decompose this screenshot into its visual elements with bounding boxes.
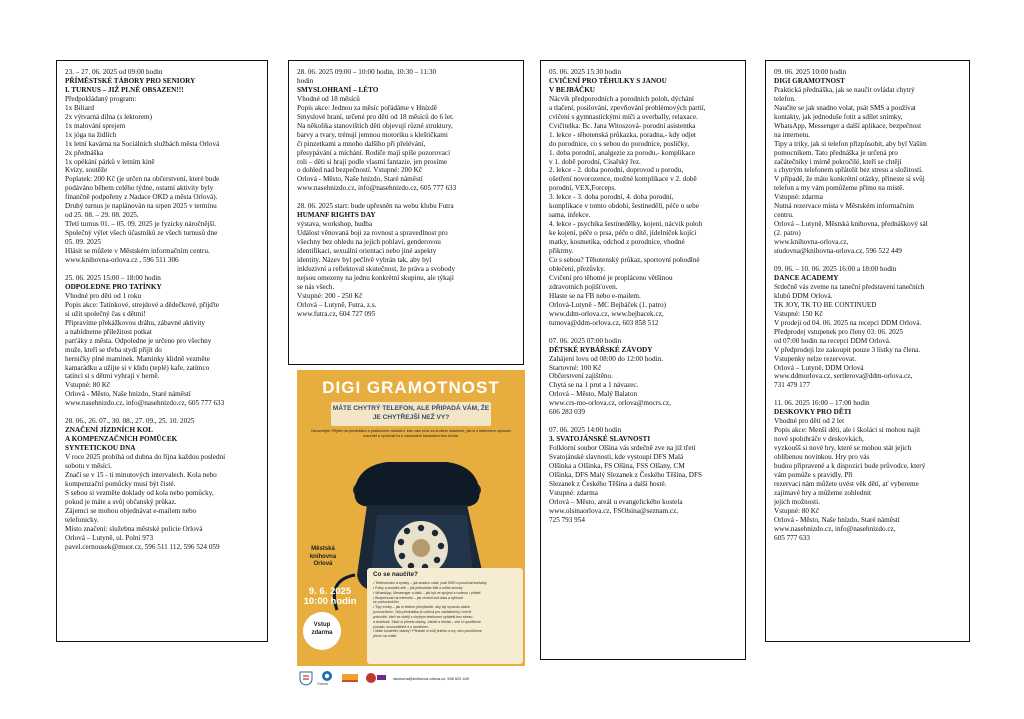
event-text-line: si užít společný čas s dětmi!	[65, 309, 146, 318]
event-text-line: pokud je máte a svůj občanský průkaz.	[65, 497, 177, 506]
event-text-line: TK JOY, TK TO BE CONTINUED	[774, 300, 877, 309]
event-text-line: do porodnice, co s sebou do porodnice, poslíčky,	[549, 139, 690, 148]
event-text-line: Slezanek z Českého Těšína a další hosté.	[549, 479, 667, 488]
event-text-line: Orlová – Lutyně, DDM Orlová	[774, 363, 864, 372]
event-text-line: (2. patro)	[774, 229, 801, 238]
event-text-line: identity. Název byl pečlivě vybrán tak, aby byl	[297, 256, 432, 265]
poster-list-item: • Fotky a sociální sítě – jak jednoduše fotit a sdílet snímky	[373, 585, 463, 590]
event-title-line: DESKOVKY PRO DĚTI	[774, 408, 852, 417]
event-text-line: 1x malování sprejem	[65, 121, 126, 130]
event-text-line: v 1. době porodní, Císařský řez.	[549, 157, 641, 166]
event-text-line: Startovné: 100 Kč	[549, 363, 602, 372]
event-title-line: SYNTETICKOU DNA	[65, 444, 136, 453]
poster-time: 10:00 hodin	[303, 596, 357, 607]
event-title-line: DĚTSKÉ RYBÁŘSKÉ ZÁVODY	[549, 345, 653, 354]
event-text-line: 05. 06. 2025 15:30 hodin	[549, 68, 622, 76]
event-text-line: Orlová-Lutyně - MC Bejbáček (1. patro)	[549, 300, 666, 309]
event-block	[774, 399, 961, 542]
event-text-line: Společný výlet všech účastníků ze všech turnusů dne	[65, 229, 218, 238]
event-text-line: klubů DDM Orlová.	[774, 291, 833, 300]
poster-subtitle: MÁTE CHYTRÝ TELEFON, ALE PŘIPADÁ VÁM, ŽE JE CHYTŘEJŠÍ NEŽ VY?	[332, 405, 490, 421]
event-text-line: a nabídneme příležitost potkat	[65, 327, 152, 336]
event-text-line: www.nasehnizdo.cz, info@nasehnizdo.cz, 605 777 633	[297, 184, 457, 193]
event-text-line: V předprodeji lze zakoupit pouze 3 lístky na člena.	[774, 345, 921, 354]
event-text-line: Zahájení lovu od 08:00 do 12:00 hodin.	[549, 354, 663, 363]
event-text-line: rezervaci nám můžete uvést věk dětí, ať vybereme	[774, 479, 919, 488]
event-text-line: 1x Biliard	[65, 103, 94, 112]
event-text-line: Orlová - Město, Naše hnízdo, Staré náměstí	[65, 390, 191, 399]
poster-list-item: pokročilé, kteří se chtějí s chytrým telefonem spřátelit bez stresu	[373, 614, 473, 619]
event-block	[65, 417, 259, 551]
event-text-line: www.crs-mo-orlova.cz, orlova@mocrs.cz,	[549, 399, 671, 408]
event-text-line: podáváno během celého týdne, ostatní aktivity byly	[65, 184, 214, 193]
event-text-line: a tlačení, posilování, zpevňování problémových partií,	[549, 103, 706, 112]
poster-intro: Nezoufejte! Přijďte na přednášku o praktickém ovládání, kde vám krok za krokem ukážeme, jak si s telefonem opravdu rozumět a využívat ho k usnadnění každodenního života.	[311, 429, 511, 438]
event-text-line: hodin	[297, 76, 314, 85]
event-text-line: sama, infekce.	[549, 211, 591, 220]
event-text-line: vám pomůže s pravidly. Při	[774, 470, 853, 479]
event-text-line: matky, kosmetika, odchod z porodnice, vhodné	[549, 238, 685, 247]
event-text-line: www.ddmorlova.cz, sertlerova@ddm-orlova.cz,	[774, 372, 913, 381]
column-4	[765, 60, 970, 642]
event-block	[65, 68, 259, 265]
city-logo-icon	[299, 670, 313, 686]
event-text-line: telefon.	[774, 94, 796, 103]
event-text-line: 1. lekce - těhotenská průkazka, poradna,- kdy odjet	[549, 130, 696, 139]
event-text-line: 28. 06. 2025 09:00 – 10:00 hodin, 10:30 – 11:30	[297, 68, 437, 76]
event-text-line: Co s sebou? Těhotenský průkaz, sportovní pohodlné	[549, 256, 700, 265]
event-text-line: začátečníky i mírně pokročilé, kteří se chtějí	[774, 157, 902, 166]
event-text-line: www.nasehnizdo.cz, info@nasehnizdo.cz,	[774, 524, 896, 533]
event-block	[774, 68, 961, 256]
event-text-line: Popis akce: Jednou za měsíc pořádáme v Hnízdě	[297, 103, 437, 112]
event-text-line: oblíbenou novinkou. Hry pro vás	[774, 453, 870, 462]
event-text-line: 1. doba porodní, analgezie za porodu,- komplikace	[549, 148, 695, 157]
event-title-line: CVIČENÍ PRO TĚHULKY S JANOU	[549, 76, 667, 85]
event-text-line: ošetření novorozence, možné komplikace v 2. době	[549, 175, 697, 184]
poster-entry: Vstup zdarma	[311, 622, 333, 636]
event-text-line: výstava, workshop, hudba	[297, 220, 373, 229]
event-text-line: Vstupné: 80 Kč	[774, 506, 820, 515]
event-text-line: 09. 06. – 10. 06. 2025 16:00 a 18:00 hodin	[774, 265, 897, 274]
event-text-line: jejich možnosti.	[774, 497, 820, 506]
event-text-line: barvy a tvary, trénují jemnou motoriku s kleštičkami	[297, 130, 448, 139]
event-text-line: 605 777 633	[774, 533, 810, 542]
event-text-line: Předprodej vstupenek pro členy 03. 06. 2025	[774, 327, 903, 336]
event-text-line: Orlová – Město, Malý Balaton	[549, 390, 638, 399]
event-text-line: Cvičitelka: Bc. Jana Witoszová- porodní asistentka	[549, 121, 696, 130]
event-title-line: DIGI GRAMOTNOST	[774, 76, 845, 85]
event-text-line: Vstupné: zdarma	[549, 488, 598, 497]
event-text-line: 2. lekce - 2. doba porodní, doprovod u porodu,	[549, 166, 684, 175]
poster-place: Městská knihovna Orlová	[309, 546, 337, 567]
event-text-line: sobotu v měsíci.	[65, 462, 112, 471]
event-text-line: Vhodné pro děti od 1 roku	[65, 291, 142, 300]
event-text-line: komplikace v tomto období, šestinedělí, péče o sebe	[549, 202, 699, 211]
poster-list-item: • WhatsApp, Messenger a další – jak být ve spojení s rodinou i přáteli	[373, 590, 481, 595]
event-text-line: 3. lekce - 3. doba porodní, 4. doba porodní,	[549, 193, 674, 202]
event-text-line: 4. lekce - psychika šestinedělky, kojení, nácvik poloh	[549, 220, 703, 229]
event-text-line: 28. 06. 2025 start: bude upřesněn na webu klubu Futra	[297, 202, 454, 211]
event-text-line: pavel.cernousek@muor.cz, 596 511 112, 596 524 059	[65, 542, 220, 551]
event-text-line: Olšinka a Olšinka, FS Olšina, FSS Olšany, CM	[549, 462, 685, 471]
event-text-line: 11. 06. 2025 16:00 – 17:00 hodin	[774, 399, 870, 408]
event-title-line: I. TURNUS – JIŽ PLNĚ OBSAZEN!!!	[65, 85, 184, 94]
event-text-line: Připravíme překážkovou dráhu, zábavné aktivity	[65, 318, 205, 327]
event-title-line: SMYSLOHRANÍ – LÉTO	[297, 85, 379, 94]
event-block	[297, 68, 515, 193]
poster-date: 9. 6. 2025	[308, 586, 352, 597]
event-text-line: V případě, že máte konkrétní otázky, přineste si svůj	[774, 175, 925, 184]
event-text-line: studovna@knihovna-orlova.cz, 596 522 449	[774, 247, 902, 256]
event-text-line: Popis akce: Menší děti, ale i školáci si mohou najít	[774, 426, 921, 435]
poster-list-item: • Máte konkrétní otázky? Přineste si svůj telefon a my vám pomůžeme	[373, 629, 482, 634]
event-text-line: 1x letní kavárna na Sociálních službách města Orlová	[65, 139, 220, 148]
event-title-line: ZNAČENÍ JÍZDNÍCH KOL	[65, 426, 153, 435]
event-block	[774, 265, 961, 390]
event-text-line: Poplatek: 200 Kč (je určen na občerstvení, které bude	[65, 175, 220, 184]
event-text-line: zajímavé hry a můžeme zohlednit	[774, 488, 871, 497]
event-text-line: WhatsApp, Messenger a další aplikace, bezpečnost	[774, 121, 922, 130]
event-text-line: na internetu.	[774, 130, 810, 139]
event-text-line: Vhodné pro děti od 2 let	[774, 417, 845, 426]
event-block	[297, 202, 515, 318]
event-text-line: inkluzivní a reflektoval skutečnost, že práva a svobody	[297, 265, 456, 274]
event-text-line: V roce 2025 probíhá od dubna do října každou poslední	[65, 453, 226, 462]
event-title-line: 3. SVATOJÁNSKÉ SLAVNOSTI	[549, 435, 651, 444]
event-text-line: Místo značení: služebna městské policie Orlová	[65, 524, 203, 533]
event-text-line: nejsou omezeny na jednu konkrétní skupinu, ale týkají	[297, 273, 454, 282]
poster-list-item: se podvodníkům	[373, 600, 399, 605]
event-title-line: DANCE ACADEMY	[774, 273, 839, 282]
event-text-line: www.olsinaorlova.cz, FSOlsina@seznam.cz,	[549, 506, 679, 515]
event-text-line: kontakty, jak jednoduše fotit a sdílet snímky,	[774, 112, 903, 121]
event-text-line: porodní, VEX,Forceps.	[549, 184, 616, 193]
event-text-line: www.ddm-orlova.cz, www.bejbacek.cz,	[549, 309, 664, 318]
event-text-line: 1x opékání párků v letním kině	[65, 157, 155, 166]
event-title-line: PŘÍMĚSTSKÉ TÁBORY PRO SENIORY	[65, 76, 196, 85]
event-text-line: telefon a my vám pomůžeme přímo na místě.	[774, 184, 905, 193]
event-text-line: Druhý turnus je naplánován na srpen 2025 v termínu	[65, 202, 217, 211]
event-text-line: Značí se v 15 - ti minutových intervalech. Kola nebo	[65, 470, 217, 479]
event-text-line: kompenzační pomůcky musí být čisté.	[65, 479, 176, 488]
event-text-line: ke kojení, péče o prsa, péče o dítě, jídelníček kojící	[549, 229, 697, 238]
event-block	[549, 337, 737, 418]
event-text-line: 731 479 177	[774, 381, 810, 390]
event-text-line: se nás všech.	[297, 282, 335, 291]
event-text-line: Naučíte se jak snadno volat, psát SMS a používat	[774, 103, 916, 112]
event-text-line: Vstupné: 80 Kč	[65, 381, 111, 390]
poster-title: DIGI GRAMOTNOST	[322, 378, 500, 397]
event-text-line: od 07:00 hodin na recepci DDM Orlová.	[774, 336, 891, 345]
event-text-line: Vhodné od 18 měsíců	[297, 94, 360, 103]
event-text-line: Na několika stanovištích děti objevují různé struktury,	[297, 121, 453, 130]
event-text-line: s chytrým telefonem spřátelit bez stresu a složitostí.	[774, 166, 923, 175]
poster-list-item: • Bezpečnost na internetu – jak chránit svá data a vyhnout	[373, 595, 464, 600]
event-text-line: Svatojánské slavnosti, kde vystoupí DFS Malá	[549, 453, 684, 462]
event-text-line: pomocníkem. Tato přednáška je určená pro	[774, 148, 898, 157]
event-text-line: Občerstvení zajištěno.	[549, 372, 613, 381]
event-text-line: identifikaci, sexuální orientaci nebo jiné aspekty	[297, 247, 437, 256]
event-text-line: Orlová - Město, Naše hnízdo, Staré náměstí	[774, 515, 900, 524]
event-block	[549, 68, 737, 328]
event-text-line: Zájemci se mohou objednávat e-mailem nebo	[65, 506, 197, 515]
event-text-line: zdravotních pojišťoven.	[549, 282, 618, 291]
event-text-line: www.nasehnizdo.cz, info@nasehnizdo.cz, 605 777 633	[65, 399, 225, 408]
event-text-line: oblečení, přezůvky.	[549, 264, 606, 273]
event-text-line: Nácvik předporodních a porodních poloh, dýchání	[549, 94, 694, 103]
event-text-line: přesypávání a míchání. Rodiče mají spíše pozorovací	[297, 148, 451, 157]
event-text-line: telefonicky.	[65, 515, 99, 524]
digi-gramotnost-poster	[297, 370, 525, 666]
poster-list-item: • Tipy a triky – jak si telefon přizpůsobit, aby byl opravdu vaším	[373, 605, 471, 610]
poster-list-item: pomalu, srozumitelně a s úsměvem.	[373, 624, 430, 629]
event-text-line: Cvičení pro těhotné je propláceno většinou	[549, 273, 673, 282]
event-text-line: www.knihovna-orlova.cz , 596 511 306	[65, 256, 179, 265]
event-text-line: Orlová - Město, Naše hnízdo, Staré náměstí	[297, 175, 423, 184]
column-3	[540, 60, 746, 660]
event-text-line: Nutná rezervace místa v Městském informačním	[774, 202, 914, 211]
event-text-line: Praktická přednáška, jak se naučit ovládat chytrý	[774, 85, 915, 94]
poster-footer	[297, 668, 525, 690]
orlova-logo-label: Orlová	[317, 682, 328, 686]
event-block	[65, 274, 259, 408]
event-text-line: www.knihovna-orlova.cz,	[774, 238, 849, 247]
event-text-line: budou připravené a k dispozici bude průvodce, který	[774, 462, 926, 471]
event-text-line: nové spoluhráče v deskovkách,	[774, 435, 864, 444]
event-text-line: Orlová – Město, areál u evangelického kostela	[549, 497, 683, 506]
event-text-line: Vstupné: zdarma	[774, 193, 823, 202]
column-1	[56, 60, 268, 642]
poster-date-block	[303, 587, 357, 607]
event-text-line: muže, kteří se třeba stydí přijít do	[65, 345, 162, 354]
event-text-line: 1x jóga na židlích	[65, 130, 117, 139]
event-text-line: V prodeji od 04. 06. 2025 na recepci DDM Orlová.	[774, 318, 922, 327]
event-text-line: 25. 06. 2025 15:00 – 18:00 hodin	[65, 273, 161, 282]
event-text-line: roli – děti si hrají podle vlastní fantazie, jen prosíme	[297, 157, 448, 166]
event-title-line: A KOMPENZAČNÍCH POMŮCEK	[65, 435, 178, 444]
event-text-line: S sebou si vezměte doklady od kola nebo pomůcky,	[65, 488, 214, 497]
event-text-line: Hlásit se můžete v Městském informačním centru.	[65, 247, 210, 256]
event-text-line: Smyslové hraní, určené pro děti od 18 měsíců do 6 let.	[297, 112, 454, 121]
event-text-line: 2x přednáška	[65, 148, 104, 157]
event-title-line: ODPOLEDNE PRO TATÍNKY	[65, 282, 162, 291]
event-text-line: 2x výtvarná dílna (s lektorem)	[65, 112, 153, 121]
event-text-line: od 25. 08. – 29. 08. 2025.	[65, 211, 139, 220]
event-text-line: 606 283 039	[549, 408, 585, 417]
library-logo-icon	[365, 670, 387, 686]
event-text-line: herničky plné maminek. Maminky klidně vezměte	[65, 354, 210, 363]
event-text-line: Popis akce: Tatínkové, strejdové a dědečkové, přijďte	[65, 300, 220, 309]
event-text-line: Olšinka, DFS Malý Slezanek z Českého Těšína, DFS	[549, 470, 702, 479]
event-text-line: Kvízy, soutěže	[65, 166, 108, 175]
event-text-line: Chytá se na 1 prut a 1 návazec.	[549, 381, 639, 390]
event-text-line: o dohled nad bezpečností. Vstupné: 200 Kč	[297, 166, 423, 175]
event-text-line: Hlaste se na FB nebo e-mailem.	[549, 291, 641, 300]
poster-list	[373, 581, 519, 639]
event-text-line: všechny bez ohledu na jejich pohlaví, genderovou	[297, 238, 441, 247]
event-text-line: parťáky z města. Odpoledne je určeno pro všechny	[65, 336, 212, 345]
poster-footer-contact: studovna@knihovna-orlova.cz, 596 522 449	[393, 676, 469, 681]
event-text-line: Orlová – Lutyně, Městská knihovna, přednáškový sál	[774, 220, 928, 229]
event-text-line: Vstupné: 200 - 250 Kč	[297, 291, 363, 300]
event-text-line: Orlová – Lutyně, Futra, z.s.	[297, 300, 377, 309]
column-2	[288, 60, 524, 365]
event-text-line: Předpokládaný program:	[65, 94, 137, 103]
poster-list-item: a složitostí. Stačí si přinést otázky, ‚šáhat' a hledat – vše si vysvětlíme	[373, 619, 481, 624]
event-text-line: www.futra.cz, 604 727 095	[297, 309, 376, 318]
event-text-line: 09. 06. 2025 10:00 hodin	[774, 68, 847, 76]
poster-list-item: přímo na místě.	[373, 634, 398, 639]
event-text-line: Událost věnovaná boji za rovnost a spravedlnost pro	[297, 229, 448, 238]
poster-list-item: pomocníkem. Tato přednáška je určená pro začátečníky i mírně	[373, 610, 472, 615]
event-text-line: cvičení s gymnastickými míči a overbally, relaxace.	[549, 112, 698, 121]
poster-list-title: Co se naučíte?	[373, 571, 418, 578]
event-text-line: centru.	[774, 211, 794, 220]
event-text-line: vyzkoušš si nové hry, které se mohou stát jejich	[774, 444, 912, 453]
event-text-line: Folklorní soubor Olšina vás srdečně zve na již třetí	[549, 444, 696, 453]
partner-logo-icon	[341, 670, 359, 686]
event-text-line: Vstupné: 150 Kč	[774, 309, 823, 318]
event-text-line: 23. – 27. 06. 2025 od 09:00 hodin	[65, 68, 163, 76]
event-title-line: V BEJBÁČKU	[549, 85, 595, 94]
event-text-line: Srdečně vás zveme na taneční představení tanečních	[774, 282, 925, 291]
event-text-line: Vstupenky nelze rezervovat.	[774, 354, 857, 363]
event-text-line: 07. 06. 2025 14:00 hodin	[549, 426, 622, 435]
event-text-line: přikrmy.	[549, 247, 574, 256]
event-text-line: 05. 09. 2025	[65, 238, 101, 247]
event-text-line: finančně podpořeny z Nadace OKD a města Orlová).	[65, 193, 218, 202]
event-text-line: 28. 06., 26. 07., 30. 08., 27. 09., 25. 10. 2025	[65, 417, 195, 426]
event-text-line: Orlová – Lutyně, ul. Polní 973	[65, 533, 154, 542]
poster-list-item: • Telefonování a zprávy – jak snadno volat, psát SMS a používat kontakty	[373, 581, 487, 585]
event-text-line: tumova@ddm-orlova.cz, 603 858 512	[549, 318, 659, 327]
event-text-line: Tipy a triky, jak si telefon přizpůsobit, aby byl Vaším	[774, 139, 927, 148]
event-block	[549, 426, 737, 524]
event-text-line: kamarádku a užijte si v klidu (teplé) kafe, zatímco	[65, 363, 210, 372]
event-text-line: 07. 06. 2025 07:00 hodin	[549, 336, 622, 345]
event-text-line: tatínci si s dětmi vyhrají v herně.	[65, 372, 160, 381]
event-text-line: 725 793 954	[549, 515, 585, 524]
event-text-line: či pinzetkami a mnoho dalšího při přelévání,	[297, 139, 426, 148]
event-text-line: Třetí turnus 01. – 05. 09. 2025 je fyzicky náročnější.	[65, 220, 217, 229]
event-title-line: HUMANF RIGHTS DAY	[297, 211, 376, 220]
